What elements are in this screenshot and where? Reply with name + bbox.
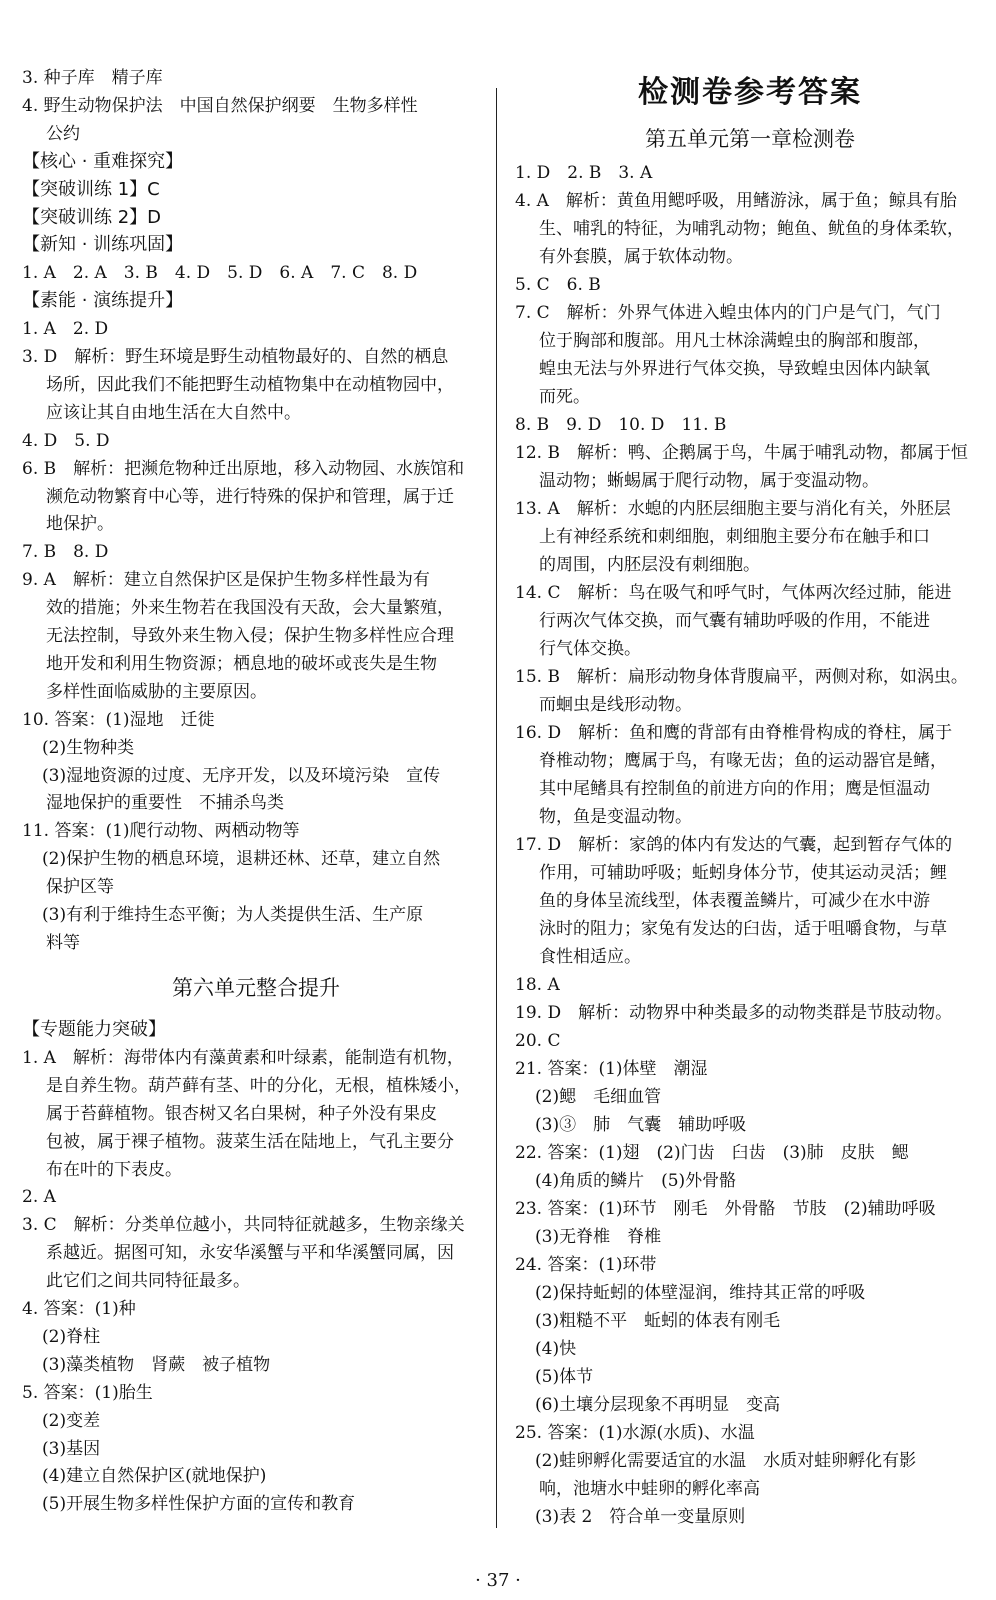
left-answer-line: 料等 bbox=[46, 932, 80, 953]
left-answer-line: 3. 种子库 精子库 bbox=[22, 68, 163, 88]
left-answer-line: 【专题能力突破】 bbox=[22, 1019, 166, 1040]
right-answer-line: (2)鳃 毛细血管 bbox=[535, 1087, 662, 1107]
left-answer-line: 地开发和利用生物资源；栖息地的破坏或丧失是生物 bbox=[46, 653, 437, 674]
right-answer-line: 温动物；蜥蜴属于爬行动物，属于变温动物。 bbox=[539, 471, 879, 491]
left-answer-line: 9. A 解析：建立自然保护区是保护生物多样性最为有 bbox=[22, 570, 430, 591]
left-answer-line: 湿地保护的重要性 不捕杀鸟类 bbox=[46, 793, 284, 814]
right-answer-line: 13. A 解析：水螅的内胚层细胞主要与消化有关，外胚层 bbox=[515, 499, 951, 519]
column-divider bbox=[496, 88, 497, 1528]
right-answer-line: 物，鱼是变温动物。 bbox=[539, 807, 692, 827]
right-answer-line: 8. B 9. D 10. D 11. B bbox=[515, 415, 727, 435]
right-answer-line: 24. 答案：(1)环带 bbox=[515, 1255, 657, 1275]
right-answer-line: (5)体节 bbox=[535, 1367, 594, 1387]
left-answer-line: 濒危动物繁育中心等，进行特殊的保护和管理，属于迁 bbox=[46, 486, 454, 507]
right-answer-line: 12. B 解析：鸭、企鹅属于鸟，牛属于哺乳动物，都属于恒 bbox=[515, 443, 968, 463]
left-answer-line: 6. B 解析：把濒危物种迁出原地，移入动物园、水族馆和 bbox=[22, 458, 465, 479]
right-answer-line: 7. C 解析：外界气体进入蝗虫体内的门户是气门，气门 bbox=[515, 303, 941, 323]
left-answer-line: (3)有利于维持生态平衡；为人类提供生活、生产原 bbox=[42, 905, 424, 925]
left-answer-line: (3)藻类植物 肾蕨 被子植物 bbox=[42, 1354, 271, 1375]
left-answer-line: 此它们之间共同特征最多。 bbox=[46, 1271, 250, 1292]
right-answer-line: (4)角质的鳞片 (5)外骨骼 bbox=[535, 1171, 737, 1191]
left-answer-line: (2)生物种类 bbox=[42, 737, 135, 758]
right-answer-line: 4. A 解析：黄鱼用鳃呼吸，用鳍游泳，属于鱼；鲸具有胎 bbox=[515, 191, 957, 211]
right-answer-line: (3)表 2 符合单一变量原则 bbox=[535, 1507, 746, 1527]
right-answer-line: 生、哺乳的特征，为哺乳动物；鲍鱼、鱿鱼的身体柔软， bbox=[539, 219, 964, 239]
left-answer-line: 4. 野生动物保护法 中国自然保护纲要 生物多样性 bbox=[22, 95, 418, 116]
left-answer-line: 公约 bbox=[46, 123, 80, 144]
right-answer-line: (2)蛙卵孵化需要适宜的水温 水质对蛙卵孵化有影 bbox=[535, 1451, 917, 1471]
right-answer-line: 鱼的身体呈流线型，体表覆盖鳞片，可减少在水中游 bbox=[539, 891, 930, 911]
unit-six-heading: 第六单元整合提升 bbox=[172, 976, 340, 1000]
right-answer-line: 而蛔虫是线形动物。 bbox=[539, 695, 692, 715]
left-answer-line: 3. D 解析：野生环境是野生动植物最好的、自然的栖息 bbox=[22, 347, 449, 367]
left-answer-line: 3. C 解析：分类单位越小，共同特征就越多，生物亲缘关 bbox=[22, 1215, 465, 1236]
left-answer-line: 【突破训练 2】D bbox=[22, 206, 162, 228]
right-answer-line: 其中尾鳍具有控制鱼的前进方向的作用；鹰是恒温动 bbox=[539, 779, 930, 799]
right-answer-line: 23. 答案：(1)环节 刚毛 外骨骼 节肢 (2)辅助呼吸 bbox=[515, 1199, 936, 1219]
left-answer-line: 11. 答案：(1)爬行动物、两栖动物等 bbox=[22, 821, 300, 842]
right-answer-line: 行两次气体交换，而气囊有辅助呼吸的作用，不能进 bbox=[539, 611, 930, 631]
left-answer-line: (5)开展生物多样性保护方面的宣传和教育 bbox=[42, 1494, 356, 1515]
left-answer-line: 2. A bbox=[22, 1187, 56, 1208]
right-answer-line: 21. 答案：(1)体壁 潮湿 bbox=[515, 1059, 708, 1079]
left-answer-line: 保护区等 bbox=[46, 877, 114, 898]
left-answer-line: 场所，因此我们不能把野生动植物集中在动植物园中， bbox=[46, 374, 454, 395]
left-answer-line: 【素能 · 演练提升】 bbox=[22, 290, 184, 312]
right-answer-line: 15. B 解析：扁形动物身体背腹扁平，两侧对称，如涡虫。 bbox=[515, 667, 968, 687]
right-answer-line: 16. D 解析：鱼和鹰的背部有由脊椎骨构成的脊柱，属于 bbox=[515, 723, 953, 743]
right-answer-line: 5. C 6. B bbox=[515, 275, 601, 295]
right-answer-line: (4)快 bbox=[535, 1339, 577, 1359]
right-answer-line: 17. D 解析：家鸽的体内有发达的气囊，起到暂存气体的 bbox=[515, 835, 953, 855]
left-answer-line: 包被，属于裸子植物。菠菜生活在陆地上，气孔主要分 bbox=[46, 1131, 454, 1152]
left-answer-line: (4)建立自然保护区(就地保护) bbox=[42, 1466, 267, 1487]
right-answer-line: 脊椎动物；鹰属于鸟，有喙无齿；鱼的运动器官是鳍， bbox=[539, 751, 947, 771]
left-answer-line: 布在叶的下表皮。 bbox=[46, 1159, 182, 1180]
left-answer-line: 【核心 · 重难探究】 bbox=[22, 150, 184, 172]
right-answer-line: 蝗虫无法与外界进行气体交换，导致蝗虫因体内缺氧 bbox=[539, 359, 930, 379]
left-answer-line: 应该让其自由地生活在大自然中。 bbox=[46, 402, 301, 423]
left-answer-line: (2)变差 bbox=[42, 1410, 101, 1431]
right-answer-line: 有外套膜，属于软体动物。 bbox=[539, 247, 743, 267]
chapter-test-title: 第五单元第一章检测卷 bbox=[645, 127, 855, 151]
left-answer-line: 【突破训练 1】C bbox=[22, 178, 160, 200]
left-answer-line: 10. 答案：(1)湿地 迁徙 bbox=[22, 709, 215, 730]
right-answer-line: (6)土壤分层现象不再明显 变高 bbox=[535, 1395, 781, 1415]
left-answer-line: 4. D 5. D bbox=[22, 430, 110, 451]
left-answer-line: 7. B 8. D bbox=[22, 542, 109, 563]
left-answer-line: 是自养生物。葫芦藓有茎、叶的分化，无根，植株矮小， bbox=[46, 1075, 471, 1096]
left-answer-line: 效的措施；外来生物若在我国没有天敌，会大量繁殖， bbox=[46, 598, 454, 619]
right-answer-line: (3)无脊椎 脊椎 bbox=[535, 1227, 662, 1247]
right-answer-line: 19. D 解析：动物界中种类最多的动物类群是节肢动物。 bbox=[515, 1003, 953, 1023]
right-answer-line: 泳时的阻力；家兔有发达的臼齿，适于咀嚼食物，与草 bbox=[539, 919, 947, 939]
right-answer-line: 位于胸部和腹部。用凡士林涂满蝗虫的胸部和腹部， bbox=[539, 331, 930, 351]
right-answer-line: 而死。 bbox=[539, 387, 590, 407]
left-answer-line: (2)保护生物的栖息环境，退耕还林、还草，建立自然 bbox=[42, 849, 441, 870]
left-answer-line: (3)湿地资源的过度、无序开发，以及环境污染 宣传 bbox=[42, 765, 441, 786]
right-answer-line: 14. C 解析：鸟在吸气和呼气时，气体两次经过肺，能进 bbox=[515, 583, 952, 603]
right-answer-line: (2)保持蚯蚓的体壁湿润，维持其正常的呼吸 bbox=[535, 1283, 866, 1303]
left-answer-line: 1. A 2. D bbox=[22, 319, 109, 340]
right-answer-line: 1. D 2. B 3. A bbox=[515, 163, 653, 183]
left-answer-line: (3)基因 bbox=[42, 1438, 101, 1459]
left-answer-line: (2)脊柱 bbox=[42, 1326, 101, 1347]
right-answer-line: 上有神经系统和刺细胞，刺细胞主要分布在触手和口 bbox=[539, 527, 930, 547]
left-answer-line: 属于苔藓植物。银杏树又名白果树，种子外没有果皮 bbox=[46, 1103, 437, 1124]
page-number: · 37 · bbox=[475, 1570, 521, 1591]
right-answer-line: 25. 答案：(1)水源(水质)、水温 bbox=[515, 1423, 755, 1443]
left-answer-line: 系越近。据图可知，永安华溪蟹与平和华溪蟹同属，因 bbox=[46, 1243, 454, 1264]
right-answer-line: 22. 答案：(1)翅 (2)门齿 臼齿 (3)肺 皮肤 鳃 bbox=[515, 1143, 909, 1163]
left-answer-line: 1. A 解析：海带体内有藻黄素和叶绿素，能制造有机物， bbox=[22, 1047, 464, 1068]
right-answer-line: 的周围，内胚层没有刺细胞。 bbox=[539, 555, 760, 575]
right-answer-line: (3)粗糙不平 蚯蚓的体表有刚毛 bbox=[535, 1311, 781, 1331]
left-answer-line: 无法控制，导致外来生物入侵；保护生物多样性应合理 bbox=[46, 626, 454, 646]
left-answer-line: 4. 答案：(1)种 bbox=[22, 1299, 136, 1319]
answer-key-title: 检测卷参考答案 bbox=[638, 75, 862, 110]
right-answer-line: 作用，可辅助呼吸；蚯蚓身体分节，使其运动灵活；鲤 bbox=[539, 863, 947, 883]
left-answer-line: 多样性面临威胁的主要原因。 bbox=[46, 681, 267, 702]
right-answer-line: 响，池塘水中蛙卵的孵化率高 bbox=[539, 1479, 760, 1499]
left-answer-line: 地保护。 bbox=[46, 514, 114, 535]
left-answer-line: 【新知 · 训练巩固】 bbox=[22, 234, 184, 256]
right-answer-line: 食性相适应。 bbox=[539, 947, 641, 967]
left-answer-line: 1. A 2. A 3. B 4. D 5. D 6. A 7. C 8. D bbox=[22, 263, 418, 284]
right-answer-line: 行气体交换。 bbox=[539, 639, 641, 659]
left-answer-line: 5. 答案：(1)胎生 bbox=[22, 1382, 153, 1403]
right-answer-line: (3)③ 肺 气囊 辅助呼吸 bbox=[535, 1115, 747, 1135]
right-answer-line: 18. A bbox=[515, 975, 560, 995]
right-answer-line: 20. C bbox=[515, 1031, 561, 1051]
